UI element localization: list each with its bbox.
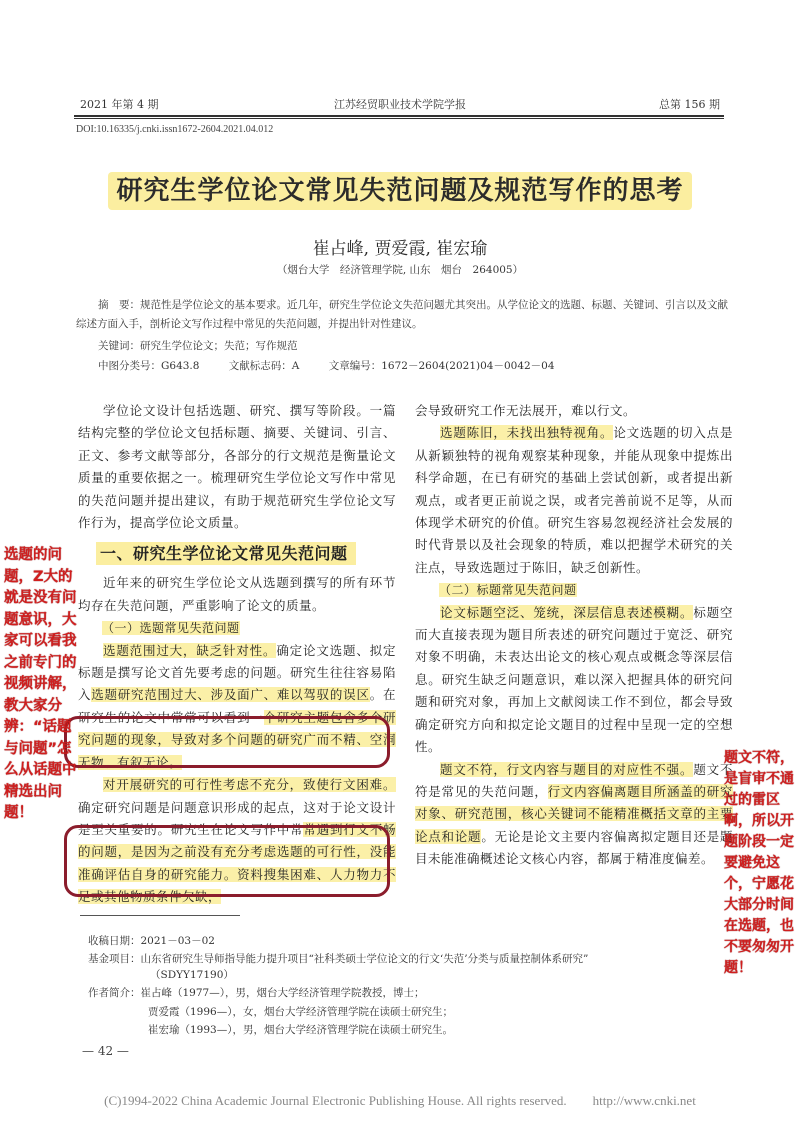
clc-number: 中图分类号：G643.8 bbox=[98, 360, 200, 372]
lead-sentence: 选题范围过大，缺乏针对性。 bbox=[103, 642, 277, 658]
highlighted-text: 选题研究范围过大、涉及面广、难以驾驭的误区 bbox=[91, 687, 370, 703]
header-rule bbox=[74, 115, 724, 117]
annotation-right: 题文不符，是盲审不通过的雷区啊，所以开题阶段一定要避免这个，宁愿花大部分时间在选题，也不要匆匆开题！ bbox=[724, 750, 794, 976]
body-text: 。在研究生的论文中常常可以看到一 bbox=[78, 687, 396, 725]
header-rule-thin bbox=[74, 118, 724, 119]
article-title-text: 研究生学位论文常见失范问题及规范写作的思考 bbox=[108, 172, 691, 210]
body-text: 确定论文选题、拟定标题是撰写论文首先要考虑的问题。研究生往往容易陷入 bbox=[78, 642, 396, 703]
lead-sentence: 选题陈旧，未找出独特视角。 bbox=[440, 425, 614, 441]
footnote-rule bbox=[80, 915, 240, 916]
highlighted-text: 行文内容偏离题目所涵盖的研究对象、研究范围，核心关键词不能精准概括文章的主要论点和论题 bbox=[415, 783, 733, 844]
running-header bbox=[80, 96, 720, 114]
page-number: — 42 — bbox=[82, 1044, 129, 1058]
intro-paragraph: 学位论文设计包括选题、研究、撰写等阶段。一篇结构完整的学位论文包括标题、摘要、关键词、引言、正文、参考文献等部分，各部分的行文规范是衡量论文质量的重要依据之一。梳理研究生学位论文写作中常见的失范问题并提出建议，有助于规范研究生学位论文写作行为，提高学位论文质量。 bbox=[78, 403, 396, 531]
paragraph-vague-title bbox=[415, 602, 733, 759]
doi: DOI:10.16335/j.cnki.issn1672-2604.2021.04.012 bbox=[76, 124, 274, 135]
author-bio-1: 作者简介：崔占峰（1977—），男，烟台大学经济管理学院教授，博士； bbox=[88, 987, 425, 999]
lead-sentence: 论文标题空泛、笼统，深层信息表述模糊。 bbox=[440, 604, 694, 620]
journal-name: 江苏经贸职业技术学院学报 bbox=[334, 98, 466, 111]
authors: 崔占峰, 贾爱霞, 崔宏瑜 bbox=[312, 239, 488, 259]
copyright-notice: (C)1994-2022 China Academic Journal Electronic Publishing House. All rights reserved. http://www.cnki.net bbox=[104, 1093, 696, 1108]
abstract: 摘 要：规范性是学位论文的基本要求。近几年，研究生学位论文失范问题尤其突出。从学位论文的选题、标题、关键词、引言以及文献综述方面入手，剖析论文写作过程中常见的失范问题，并提出针对性建议。 bbox=[76, 299, 728, 330]
body-text: 确定研究问题是问题意识形成的起点，这对于论文设计是至关重要的。研究生在论文写作中常 bbox=[78, 799, 396, 837]
body-text: 标题空而大直接表现为题目所表述的研究问题过于宽泛、研究对象不明确，未表达出论文的核心观点或概念等深层信息。研究生缺乏问题意识，难以深入把握具体的研究问题和研究对象，再加上文献阅读工作不到位，都会导致确定研究方向和拟定论文题目的过程中呈现一定的空想性。 bbox=[415, 604, 733, 755]
body-text: 论文选题的切入点是从新颖独特的视角观察某种现象，并能从现象中提炼出科学命题，在已有研究的基础上尝试创新，或者提出新观点，或者更正前说之误，或者完善前说不足等，从而体现学术研究的价值。研究生容易忽视经济社会发展的时代背景以及社会现象的特质，难以把握学术研究的关注点，导致选题过于陈旧，缺乏创新性。 bbox=[415, 425, 733, 575]
classification-line bbox=[98, 358, 581, 373]
boxed-highlighted-text: 个研究主题包含多个研究问题的现象，导致对多个问题的研究广而不精、空洞无物、有叙无论。 bbox=[78, 709, 396, 770]
boxed-highlighted-text: 常遇到行文不畅的问题，是因为之前没有充分考虑选题的可行性，没能准确评估自身的研究能力。资料搜集困难、人力物力不足或其他物质条件欠缺， bbox=[78, 821, 396, 905]
article-title bbox=[100, 168, 700, 214]
paragraph-title-mismatch bbox=[415, 759, 733, 871]
section-heading-1-text: 一、研究生学位论文常见失范问题 bbox=[96, 542, 356, 565]
lead-sentence: 对开展研究的可行性考虑不充分，致使行文困难。 bbox=[103, 777, 396, 793]
received-date: 收稿日期：2021－03－02 bbox=[88, 935, 215, 947]
article-number: 文章编号：1672－2604(2021)04－0042－04 bbox=[328, 360, 555, 372]
continued-paragraph: 会导致研究工作无法展开，难以行文。 bbox=[415, 403, 637, 418]
subsection-heading-1-text: （一）选题常见失范问题 bbox=[102, 621, 240, 636]
section-heading-1 bbox=[96, 540, 396, 568]
red-emphasis-box bbox=[64, 716, 390, 768]
section1-intro: 近年来的研究生学位论文从选题到撰写的所有环节均存在失范问题，严重影响了论文的质量。 bbox=[78, 575, 396, 613]
paragraph-outdated-topic bbox=[415, 422, 733, 579]
subsection-heading-1 bbox=[78, 617, 396, 639]
subsection-heading-2 bbox=[415, 579, 733, 601]
body-text: 题文不符是常见的失范问题， bbox=[415, 761, 733, 799]
document-code: 文献标志码：A bbox=[228, 360, 300, 372]
total-issue-label: 总第 156 期 bbox=[659, 98, 720, 111]
keywords: 关键词：研究生学位论文；失范；写作规范 bbox=[98, 340, 298, 352]
fund-code: （SDYY17190） bbox=[150, 969, 234, 981]
author-bio-2: 贾爱霞（1996—），女，烟台大学经济管理学院在读硕士研究生； bbox=[148, 1006, 453, 1018]
fund-project: 基金项目：山东省研究生导师指导能力提升项目“社科类硕士学位论文的行文‘失范’分类与质量控制体系研究” bbox=[88, 953, 589, 965]
issue-label: 2021 年第 4 期 bbox=[80, 98, 159, 111]
annotation-left: 选题的问题，Z大的就是没有问题意识，大家可以看我之前专门的视频讲解，教大家分辨：“话题与问题”怎么从话题中精选出问题！ bbox=[4, 547, 77, 821]
red-emphasis-box bbox=[64, 825, 390, 897]
author-bio-3: 崔宏瑜（1993—），男，烟台大学经济管理学院在读硕士研究生。 bbox=[148, 1024, 453, 1036]
lead-sentence: 题文不符，行文内容与题目的对应性不强。 bbox=[440, 761, 694, 777]
right-column bbox=[415, 400, 733, 871]
subsection-heading-2-text: （二）标题常见失范问题 bbox=[439, 583, 577, 598]
affiliation: （烟台大学 经济管理学院, 山东 烟台 264005） bbox=[276, 264, 524, 276]
body-text: 。无论是论文主要内容偏离拟定题目还是题目未能准确概述论文核心内容，都属于精准度偏差。 bbox=[415, 828, 733, 867]
